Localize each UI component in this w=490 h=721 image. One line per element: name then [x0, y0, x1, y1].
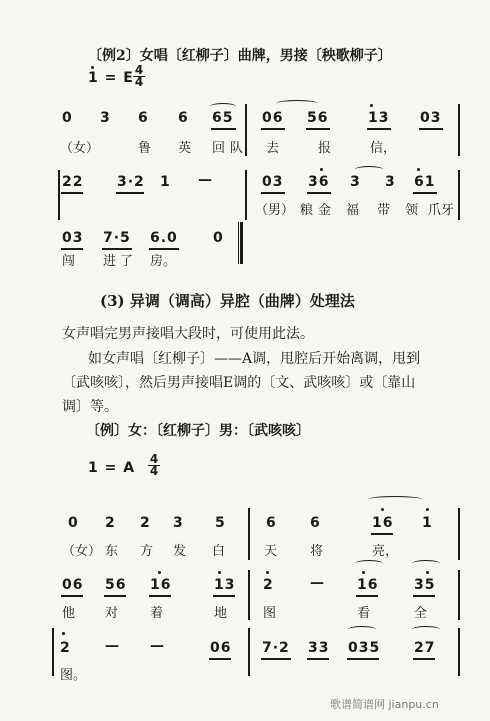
slur — [412, 560, 440, 567]
underline — [104, 595, 126, 597]
note: 1 — [160, 174, 171, 190]
barline — [248, 628, 250, 676]
note: 27 — [414, 640, 436, 656]
lyric: 去 — [266, 141, 280, 156]
note: 16 — [357, 577, 379, 593]
lyric: （男） — [255, 203, 295, 218]
high-dot — [218, 571, 221, 574]
slur — [412, 626, 440, 633]
meter-top: 4 — [134, 63, 144, 77]
barline — [245, 104, 247, 156]
section-heading: (3) 异调（调高）异腔（曲牌）处理法 — [100, 292, 355, 310]
note: 36 — [308, 174, 330, 190]
lyric: 地 — [214, 606, 228, 621]
meter-top: 4 — [149, 452, 159, 466]
high-dot — [266, 571, 269, 574]
lyric: 闯 — [62, 254, 76, 269]
note: 3 — [385, 174, 396, 190]
note: 6.0 — [150, 230, 178, 246]
lyric: 图 — [263, 606, 277, 621]
barline — [52, 628, 54, 676]
lyric: 英 — [178, 141, 192, 156]
note: 0 — [68, 515, 79, 531]
note: — — [198, 172, 213, 188]
underline — [413, 658, 435, 660]
note: 6 — [178, 110, 189, 126]
note: 7·5 — [103, 230, 131, 246]
lyric: （女） — [62, 544, 102, 559]
barline — [458, 170, 460, 220]
slur — [276, 100, 318, 107]
lyric: 房。 — [150, 254, 177, 269]
high-dot — [62, 632, 65, 635]
meter-bottom: 4 — [149, 464, 159, 478]
note: 61 — [414, 174, 436, 190]
underline — [367, 128, 391, 130]
note: 22 — [62, 174, 84, 190]
lyric: 队 — [230, 141, 244, 156]
note: 2 — [140, 515, 151, 531]
lyric: 福 — [346, 203, 360, 218]
underline — [213, 595, 235, 597]
lyric: 发 — [173, 544, 187, 559]
note: — — [150, 638, 165, 654]
slur — [355, 560, 383, 567]
barline — [245, 170, 247, 220]
underline — [413, 192, 437, 194]
note: 0 — [62, 110, 73, 126]
key-dot — [91, 66, 94, 69]
note: 035 — [348, 640, 381, 656]
lyric: 对 — [105, 606, 119, 621]
lyric: 信， — [370, 141, 397, 156]
note: 5 — [215, 515, 226, 531]
note: 13 — [214, 577, 236, 593]
example2-key: 1 = A — [88, 460, 136, 476]
note: 03 — [262, 174, 284, 190]
underline — [209, 658, 231, 660]
paragraph: 女声唱完男声接唱大段时，可使用此法。 — [62, 326, 314, 342]
underline — [306, 128, 330, 130]
underline — [61, 595, 83, 597]
underline — [149, 595, 171, 597]
note: 3 — [350, 174, 361, 190]
barline — [458, 628, 460, 676]
example2-meter — [148, 454, 160, 477]
lyric: 了 — [120, 254, 134, 269]
high-dot — [426, 571, 429, 574]
lyric: 进 — [103, 254, 117, 269]
example1-key: 1 = E — [88, 70, 134, 86]
underline — [261, 658, 291, 660]
lyric: 回 — [212, 141, 226, 156]
lyric: （女） — [60, 141, 100, 156]
lyric: 金 — [318, 203, 332, 218]
lyric: 他 — [62, 606, 76, 621]
note: 56 — [307, 110, 329, 126]
note: 06 — [262, 110, 284, 126]
example1-meter — [133, 65, 145, 88]
slur — [210, 103, 236, 110]
high-dot — [370, 104, 373, 107]
lyric: 将 — [310, 544, 324, 559]
note: — — [310, 575, 325, 591]
note: 3 — [173, 515, 184, 531]
lyric: 东 — [105, 544, 119, 559]
note: 56 — [105, 577, 127, 593]
note: 16 — [150, 577, 172, 593]
underline — [356, 595, 378, 597]
example2-title: 〔例〕女：〔红柳子〕男：〔武咳咳〕 — [86, 423, 310, 439]
note: 06 — [210, 640, 232, 656]
high-dot — [362, 571, 365, 574]
slur — [348, 626, 376, 633]
underline — [307, 658, 329, 660]
lyric: 带 — [377, 203, 391, 218]
example1-title: 〔例2〕女唱〔红柳子〕曲牌，男接〔秧歌柳子〕 — [88, 48, 392, 64]
lyric: 领 — [405, 203, 419, 218]
note: — — [105, 638, 120, 654]
barline — [248, 570, 250, 620]
lyric: 鲁 — [138, 141, 152, 156]
underline — [261, 128, 285, 130]
note: 16 — [372, 515, 394, 531]
paragraph: 调〕等。 — [62, 399, 118, 415]
high-dot — [426, 508, 429, 511]
note: 3·2 — [117, 174, 145, 190]
note: 03 — [420, 110, 442, 126]
note: 2 — [105, 515, 116, 531]
lyric: 图。 — [60, 668, 87, 683]
note: 3 — [100, 110, 111, 126]
underline — [116, 192, 144, 194]
note: 1 — [422, 515, 433, 531]
note: 13 — [368, 110, 390, 126]
lyric: 亮， — [372, 544, 399, 559]
lyric: 报 — [318, 141, 332, 156]
note: 33 — [308, 640, 330, 656]
high-dot — [381, 508, 384, 511]
note: 7·2 — [262, 640, 290, 656]
underline — [61, 192, 83, 194]
note: 6 — [138, 110, 149, 126]
lyric: 爪牙 — [428, 203, 455, 218]
note: 0 — [213, 230, 224, 246]
barline — [458, 508, 460, 560]
note: 35 — [414, 577, 436, 593]
paragraph: 〔武咳咳〕，然后男声接唱E调的〔文、武咳咳〕或〔靠山 — [62, 375, 416, 391]
note: 6 — [266, 515, 277, 531]
note: 2 — [263, 577, 274, 593]
underline — [419, 128, 443, 130]
final-barline — [238, 222, 243, 264]
underline — [347, 658, 379, 660]
barline — [458, 104, 460, 156]
watermark: 歌谱简谱网 jianpu.cn — [330, 698, 439, 711]
underline — [307, 192, 331, 194]
lyric: 着 — [150, 606, 164, 621]
barline — [248, 508, 250, 560]
lyric: 天 — [264, 544, 278, 559]
note: 65 — [212, 110, 234, 126]
note: 06 — [62, 577, 84, 593]
underline — [413, 595, 435, 597]
barline — [58, 170, 60, 220]
lyric: 粮 — [300, 203, 314, 218]
underline — [371, 533, 393, 535]
lyric: 看 — [357, 606, 371, 621]
barline — [458, 570, 460, 620]
high-dot — [417, 168, 420, 171]
meter-bottom: 4 — [134, 75, 144, 89]
note: 03 — [62, 230, 84, 246]
lyric: 全 — [414, 606, 428, 621]
tie — [355, 166, 383, 173]
note: 6 — [310, 515, 321, 531]
underline — [211, 128, 236, 130]
paragraph: 如女声唱〔红柳子〕——A调，甩腔后开始离调，甩到 — [88, 351, 421, 367]
note: 2 — [60, 640, 71, 656]
high-dot — [158, 571, 161, 574]
lyric: 白 — [212, 544, 226, 559]
slur — [368, 496, 422, 503]
lyric: 方 — [140, 544, 154, 559]
high-dot — [320, 168, 323, 171]
underline — [261, 192, 285, 194]
